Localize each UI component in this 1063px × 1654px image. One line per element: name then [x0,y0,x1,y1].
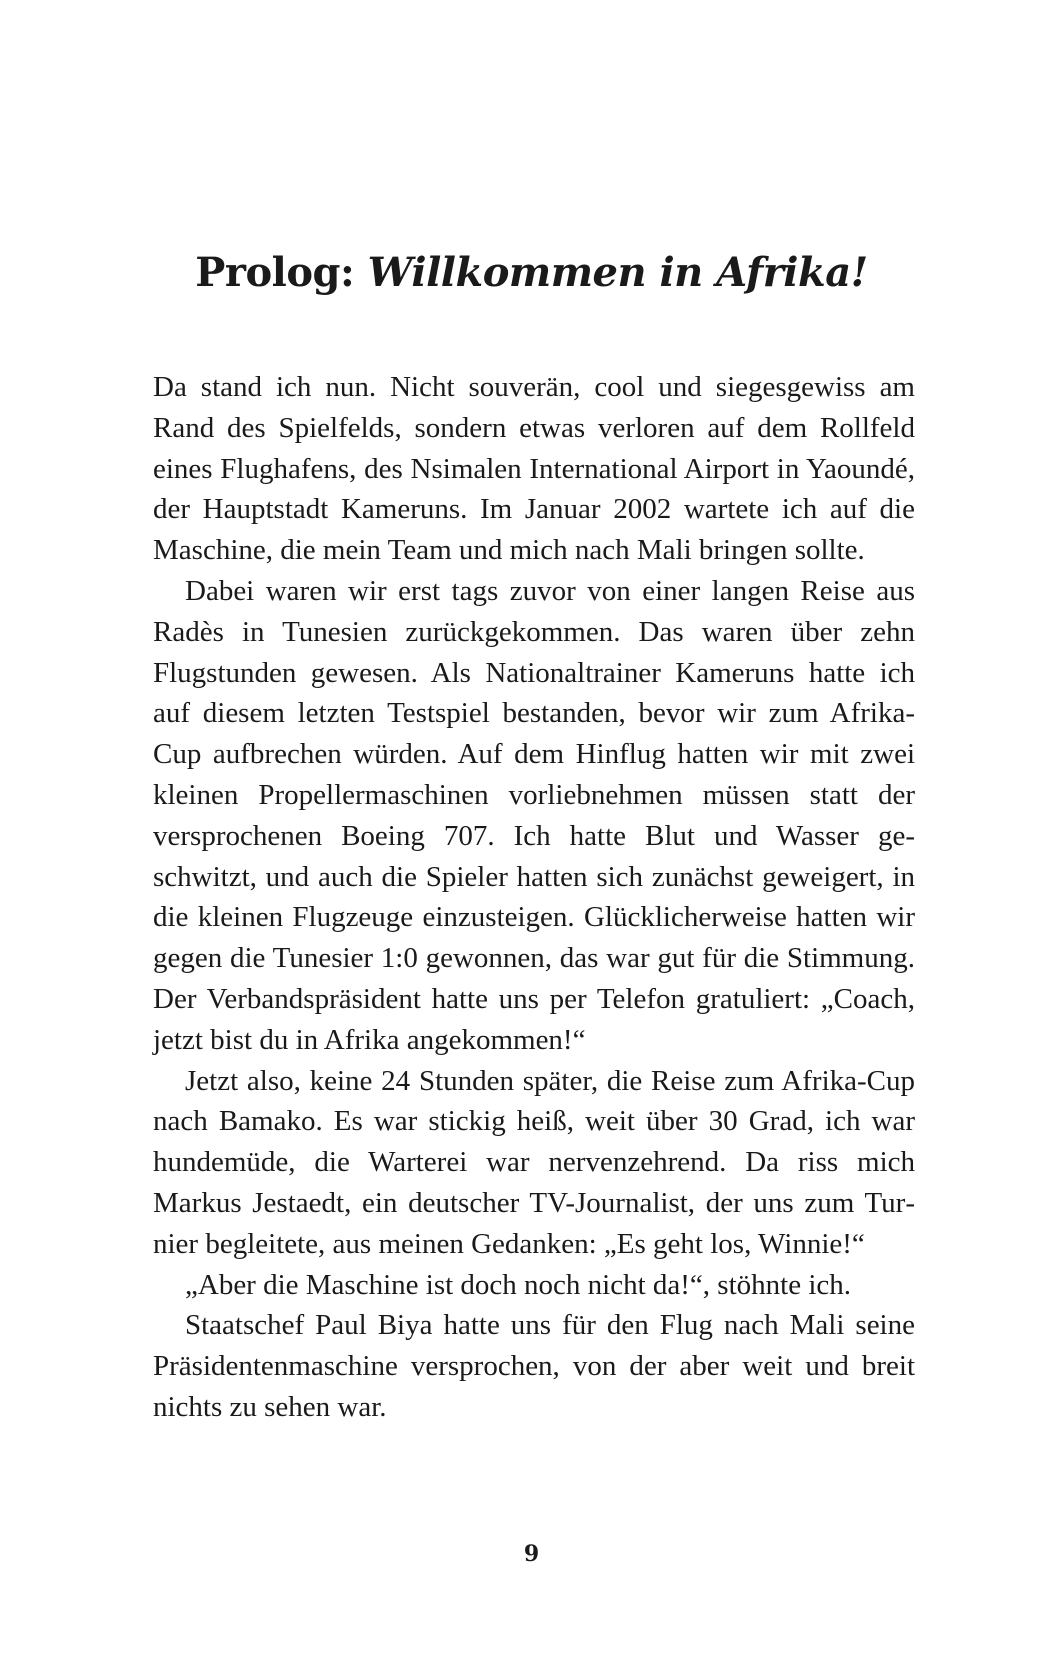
chapter-title-main: Willkommen in Afrika! [367,249,868,296]
paragraph: Staatschef Paul Biya hatte uns für den Flug nach Mali seine Präsidentenmaschine versprochen, von der aber weit und breit nichts zu sehen war. [153,1309,915,1423]
chapter-title [0,248,1063,298]
page-number: 9 [523,1541,540,1567]
paragraph: Jetzt also, keine 24 Stunden später, die Reise zum Afrika-Cup nach Bamako. Es war stickig heiß, weit über 30 Grad, ich war hundemüde, die Warterei war nervenzehrend. Da riss mich Markus Jestaedt, ein deutscher TV-Journalist, der uns zum Turnier begleitete, aus meinen Gedanken: „Es geht los, Winnie!“ [153,1064,915,1260]
body-text [153,367,915,1428]
paragraph: „Aber die Maschine ist doch noch nicht da!“, stöhnte ich. [185,1268,851,1301]
paragraph: Da stand ich nun. Nicht souverän, cool und siegesgewiss am Rand des Spielfelds, sondern etwas verloren auf dem Rollfeld eines Flughafens, des Nsimalen International Airport in Yaoundé, der Hauptstadt Kameruns. Im Januar 2002 wartete ich auf die Maschine, die mein Team und mich nach Mali bringen sollte. [153,371,915,567]
chapter-title-prefix: Prolog: [195,249,368,296]
paragraph: Dabei waren wir erst tags zuvor von einer langen Reise aus Radès in Tunesien zurückgekommen. Das waren über zehn Flugstunden gewesen. Als Nationaltrainer Kameruns hatte ich auf diesem letzten Testspiel bestanden, bevor wir zum Afrika-Cup aufbrechen würden. Auf dem Hinflug hatten wir mit zwei kleinen Propellermaschinen vorliebnehmen müssen statt der versprochenen Boeing 707. Ich hatte Blut und Wasser geschwitzt, und auch die Spieler hatten sich zunächst geweigert, in die kleinen Flugzeuge einzusteigen. Glücklicherweise hatten wir gegen die Tunesier 1:0 gewonnen, das war gut für die Stimmung. Der Verbandspräsident hatte uns per Telefon gratuliert: „Coach, jetzt bist du in Afrika angekommen!“ [153,574,915,1056]
